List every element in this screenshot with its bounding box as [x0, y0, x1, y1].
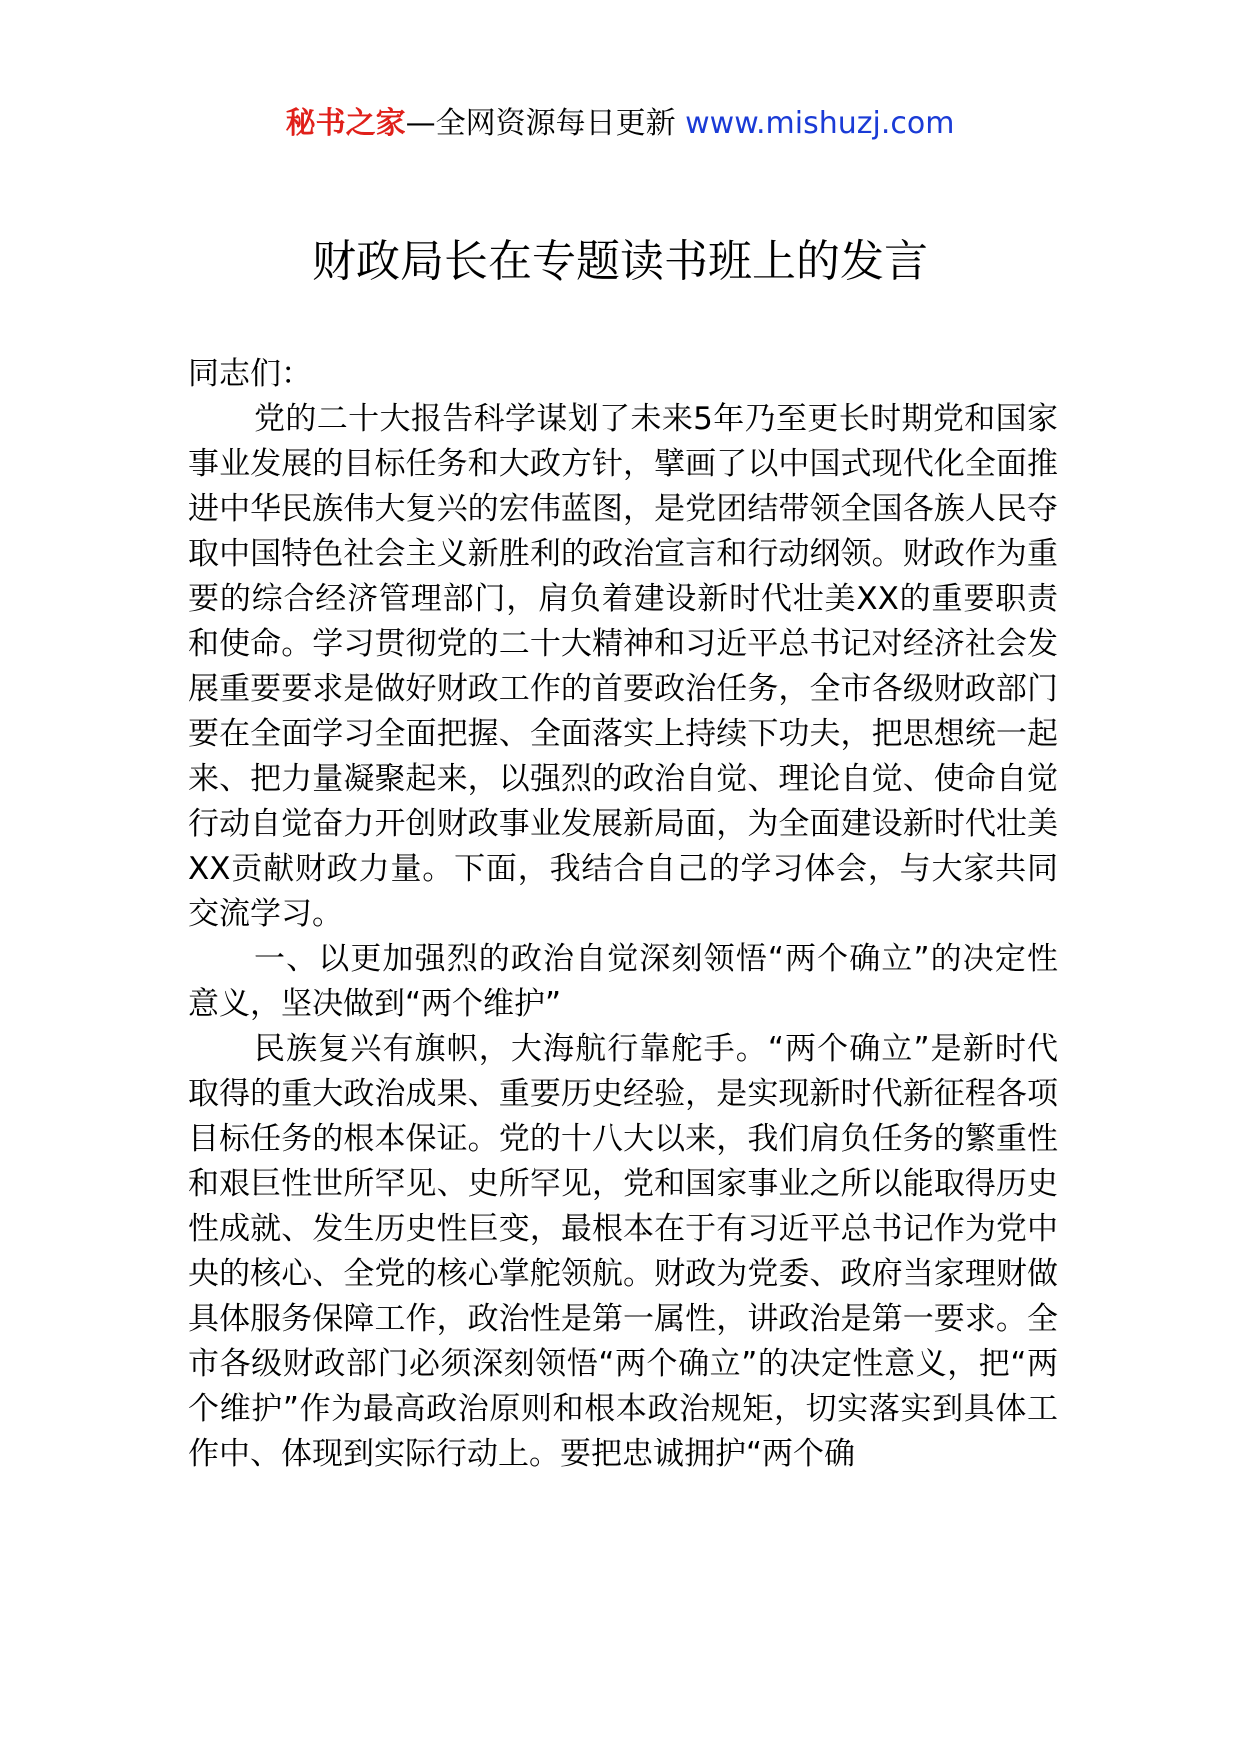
paragraph-section-1: 民族复兴有旗帜，大海航行靠舵手。“两个确立”是新时代取得的重大政治成果、重要历史经验，是实现新时代新征程各项目标任务的根本保证。党的十八大以来，我们肩负任务的繁重性和艰巨性世所罕见、史所罕见，党和国家事业之所以能取得历史性成就、发生历史性巨变，最根本在于有习近平总书记作为党中央的核心、全党的核心掌舵领航。财政为党委、政府当家理财做具体服务保障工作，政治性是第一属性，讲政治是第一要求。全市各级财政部门必须深刻领悟“两个确立”的决定性意义，把“两个维护”作为最高政治原则和根本政治规矩，切实落实到具体工作中、体现到实际行动上。要把忠诚拥护“两个确 — [188, 1031, 1058, 1472]
site-header — [0, 100, 1240, 148]
brand-name: 秘书之家 — [285, 106, 406, 141]
salutation: 同志们： — [188, 356, 312, 392]
section-heading-1: 一、以更加强烈的政治自觉深刻领悟“两个确立”的决定性意义，坚决做到“两个维护” — [188, 941, 1058, 1022]
document-body — [188, 352, 1058, 1477]
site-url: www.mishuzj.com — [685, 106, 955, 141]
header-slogan: —全网资源每日更新 — [405, 106, 686, 141]
document-title: 财政局长在专题读书班上的发言 — [312, 236, 928, 287]
paragraph-intro: 党的二十大报告科学谋划了未来5年乃至更长时期党和国家事业发展的目标任务和大政方针，擘画了以中国式现代化全面推进中华民族伟大复兴的宏伟蓝图，是党团结带领全国各族人民夺取中国特色社会主义新胜利的政治宣言和行动纲领。财政作为重要的综合经济管理部门，肩负着建设新时代壮美XX的重要职责和使命。学习贯彻党的二十大精神和习近平总书记对经济社会发展重要要求是做好财政工作的首要政治任务，全市各级财政部门要在全面学习全面把握、全面落实上持续下功夫，把思想统一起来、把力量凝聚起来，以强烈的政治自觉、理论自觉、使命自觉行动自觉奋力开创财政事业发展新局面，为全面建设新时代壮美XX贡献财政力量。下面，我结合自己的学习体会，与大家共同交流学习。 — [188, 401, 1058, 932]
